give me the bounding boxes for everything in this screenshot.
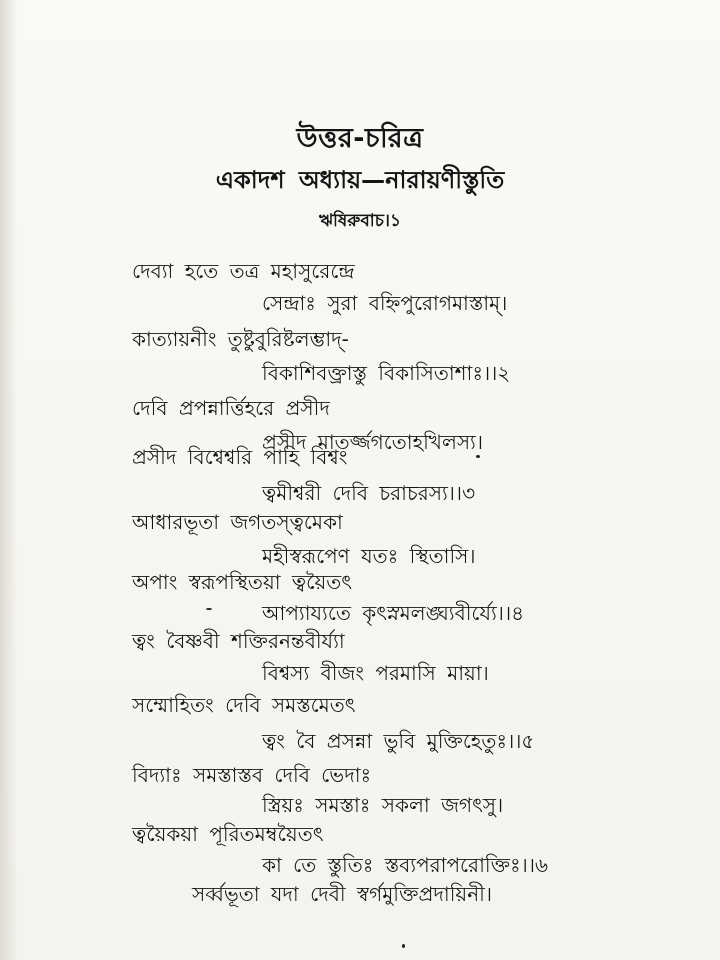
verse-line: আধারভূতা জগতস্ত্বমেকা [132, 510, 343, 534]
verse-line: দেব্যা হতে তত্র মহাসুরেন্দ্রে [132, 259, 355, 283]
verse-line: ত্বং বৈ প্রসন্না ভুবি মুক্তিহেতুঃ।।৫ [262, 729, 535, 753]
verse-line: বিকাশিবক্ত্রাস্তু বিকাসিতাশাঃ।।২ [262, 361, 511, 385]
verse-line: বিদ্যাঃ সমস্তাস্তব দেবি ভেদাঃ [132, 763, 372, 787]
verse-line: ত্বমীশ্বরী দেবি চরাচরস্য।।৩ [262, 481, 476, 505]
verse-line: সম্মোহিতং দেবি সমস্তমেতৎ [132, 693, 356, 717]
verse-line: প্রসীদ মাতর্জ্জগতোহখিলস্য। [262, 430, 484, 454]
verse-line: স্ত্রিয়ঃ সমস্তাঃ সকলা জগৎসু। [262, 793, 504, 817]
verse-line: কা তে স্তুতিঃ স্তব্যপরাপরোক্তিঃ।।৬ [262, 853, 548, 877]
verse-line: প্রসীদ বিশ্বেশ্বরি পাহি বিশ্বং [132, 445, 348, 469]
print-speck [476, 455, 480, 458]
speaker-line: ঋষিরুবাচ।১ [318, 211, 402, 231]
verse-line: দেবি প্রপন্নার্ত্তিহরে প্রসীদ [132, 396, 330, 420]
verse-line: সর্ব্বভূতা যদা দেবী স্বর্গমুক্তিপ্রদায়িনী। [192, 882, 493, 906]
verse-line: অপাং স্বরূপস্থিতয়া ত্বয়ৈতৎ [132, 570, 352, 594]
verse-line: বিশ্বস্য বীজং পরমাসি মায়া। [262, 661, 489, 685]
verse-line: মহীস্বরূপেণ যতঃ স্থিতাসি। [262, 544, 476, 568]
verse-line: কাত্যায়নীং তুষ্টুবুরিষ্টলম্ভাদ্- [132, 327, 349, 351]
chapter-heading: একাদশ অধ্যায়—নারায়ণীস্তুতি [215, 166, 505, 194]
print-speck [402, 944, 405, 948]
verse-line: সেন্দ্রাঃ সুরা বহ্নিপুরোগমাস্তাম্। [262, 291, 508, 315]
verse-line: আপ্যায্যতে কৃৎস্নমলঙ্ঘ্যবীর্য্যে।।৪ [262, 601, 525, 625]
verse-line: ত্বয়ৈকয়া পূরিতমম্বয়ৈতৎ [132, 822, 324, 846]
page-title: উত্তর-চরিত্র [296, 123, 424, 154]
print-speck [206, 608, 212, 610]
verse-line: ত্বং বৈষ্ণবী শক্তিরনন্তবীর্য্যা [132, 629, 345, 653]
